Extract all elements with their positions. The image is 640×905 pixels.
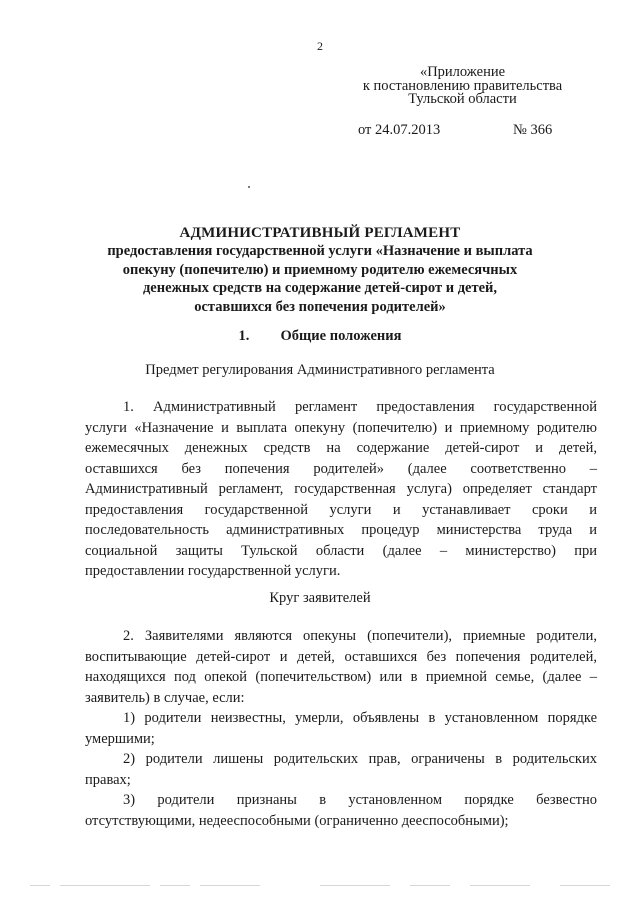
section-heading bbox=[0, 328, 640, 345]
text-line: оставшихся без попечения родителей» (далее соответственно – bbox=[85, 460, 597, 477]
text-line: 1) родители неизвестны, умерли, объявлены в установленном порядке bbox=[123, 710, 597, 726]
annex-line-3: Тульской области bbox=[408, 91, 517, 107]
text-line: отсутствующими, недееспособными (ограниченно дееспособными); bbox=[85, 812, 509, 829]
annex-line-2: к постановлению правительства bbox=[362, 77, 563, 94]
scan-speck bbox=[248, 186, 250, 188]
text-line: находящихся под опекой (попечительством) или в приемной семье, (далее – bbox=[85, 669, 597, 685]
paragraph-1 bbox=[85, 397, 597, 582]
annex-header bbox=[350, 66, 575, 107]
section-number: 1. bbox=[238, 328, 250, 344]
text-line: Административный регламент, государственная услуга) определяет стандарт bbox=[85, 481, 597, 497]
text-line: предоставления государственной услуги и устанавливает сроки и bbox=[85, 501, 597, 518]
text-line: воспитывающие детей-сирот и детей, оставшихся без попечения родителей, bbox=[85, 648, 597, 665]
title-line: денежных средств на содержание детей-сирот и детей, bbox=[142, 280, 498, 296]
paragraph-2 bbox=[85, 626, 597, 831]
title-line: оставшихся без попечения родителей» bbox=[194, 298, 446, 315]
title-main: АДМИНИСТРАТИВНЫЙ РЕГЛАМЕНТ bbox=[179, 225, 461, 241]
text-line: предоставлении государственной услуги. bbox=[85, 563, 341, 579]
scan-edge-noise bbox=[0, 885, 640, 887]
text-line: социальной защиты Тульской области (далее – министерство) при bbox=[85, 542, 597, 559]
document-title bbox=[0, 224, 640, 316]
text-line: услуги «Назначение и выплата опекуну (попечителю) и приемному родителю bbox=[85, 419, 597, 436]
subheading-applicants: Круг заявителей bbox=[269, 590, 371, 606]
decree-date: от 24.07.2013 bbox=[358, 122, 441, 138]
annex-line-1: «Приложение bbox=[419, 64, 506, 80]
text-line: 2. Заявителями являются опекуны (попечители), приемные родители, bbox=[123, 628, 597, 644]
text-line: правах; bbox=[85, 771, 131, 788]
section-title: Общие положения bbox=[280, 328, 402, 344]
text-line: 1. Административный регламент предоставления государственной bbox=[123, 399, 597, 415]
text-line: заявитель) в случае, если: bbox=[85, 689, 245, 706]
subheading-subject: Предмет регулирования Административного регламента bbox=[145, 362, 495, 378]
title-line: предоставления государственной услуги «Назначение и выплата bbox=[107, 243, 533, 259]
text-line: ежемесячных денежных средств на содержание детей-сирот и детей, bbox=[85, 440, 597, 456]
page-number: 2 bbox=[317, 39, 323, 53]
text-line: последовательность административных процедур министерства труда и bbox=[85, 522, 597, 538]
title-line: опекуну (попечителю) и приемному родителю ежемесячных bbox=[122, 261, 518, 278]
text-line: умершими; bbox=[85, 730, 155, 747]
decree-number: № 366 bbox=[513, 122, 553, 138]
text-line: 3) родители признаны в установленном порядке безвестно bbox=[123, 792, 597, 808]
text-line: 2) родители лишены родительских прав, ограничены в родительских bbox=[123, 751, 597, 767]
